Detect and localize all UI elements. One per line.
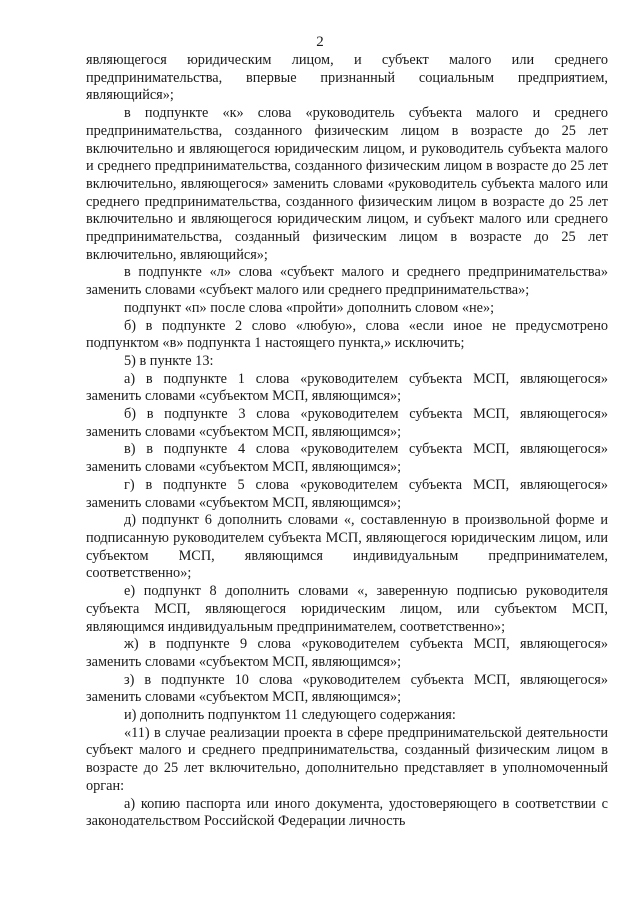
- paragraph: и) дополнить подпунктом 11 следующего содержания:: [124, 707, 456, 724]
- paragraph: являющегося юридическим лицом, и субъект малого или среднего предпринимательства, впервые признанный социальным предприятием, являющийся»;: [86, 52, 608, 104]
- paragraph: в) в подпункте 4 слова «руководителем субъекта МСП, являющегося» заменить словами «субъектом МСП, являющимся»;: [86, 441, 608, 476]
- paragraph: ж) в подпункте 9 слова «руководителем субъекта МСП, являющегося» заменить словами «субъектом МСП, являющимся»;: [86, 636, 608, 670]
- paragraph: б) в подпункте 3 слова «руководителем субъекта МСП, являющегося» заменить словами «субъектом МСП, являющимся»;: [86, 406, 608, 440]
- paragraph: 5) в пункте 13:: [124, 352, 214, 369]
- paragraph: в подпункте «к» слова «руководитель субъекта малого и среднего предпринимательства, созданного физическим лицом в возрасте до 25 лет включительно и являющегося юридическим лицом, и руководитель субъекта малого и среднего предпринимательства, созданного физическим лицом в возрасте до 25 лет включительно, являющегося» заменить словами «руководитель субъекта малого или среднего предпринимательства, созданного физическим лицом в возрасте до 25 лет включительно и являющегося юридическим лицом, и субъект малого или среднего предпринимательства, созданный физическим лицом в возрасте до 25 лет включительно, являющийся»;: [86, 105, 608, 263]
- page-number: 2: [316, 34, 324, 50]
- paragraph: а) в подпункте 1 слова «руководителем субъекта МСП, являющегося» заменить словами «субъектом МСП, являющимся»;: [86, 370, 608, 405]
- paragraph: а) копию паспорта или иного документа, удостоверяющего в соответствии с законодательством Российской Федерации личность: [86, 795, 608, 830]
- paragraph: г) в подпункте 5 слова «руководителем субъекта МСП, являющегося» заменить словами «субъектом МСП, являющимся»;: [86, 476, 608, 511]
- paragraph: подпункт «п» после слова «пройти» дополнить словом «не»;: [124, 299, 495, 316]
- paragraph: е) подпункт 8 дополнить словами «, заверенную подписью руководителя субъекта МСП, являющегося юридическим лицом, или субъектом МСП, являющимся индивидуальным предпринимателем, соответственно»;: [86, 583, 608, 635]
- document-body: [86, 52, 608, 831]
- paragraph: б) в подпункте 2 слово «любую», слова «если иное не предусмотрено подпунктом «в» подпункта 1 настоящего пункта,» исключить;: [86, 317, 608, 352]
- paragraph: з) в подпункте 10 слова «руководителем субъекта МСП, являющегося» заменить словами «субъектом МСП, являющимся»;: [86, 671, 608, 706]
- paragraph: «11) в случае реализации проекта в сфере предпринимательской деятельности субъект малого и среднего предпринимательства, созданный физическим лицом в возрасте до 25 лет включительно, дополнительно представляет в уполномоченный орган:: [86, 724, 608, 794]
- paragraph: д) подпункт 6 дополнить словами «, составленную в произвольной форме и подписанную руководителем субъекта МСП, являющегося юридическим лицом, или субъектом МСП, являющимся индивидуальным предпринимателем, соответственно»;: [86, 512, 608, 582]
- paragraph: в подпункте «л» слова «субъект малого и среднего предпринимательства» заменить словами «субъект малого или среднего предпринимательства»;: [86, 264, 608, 299]
